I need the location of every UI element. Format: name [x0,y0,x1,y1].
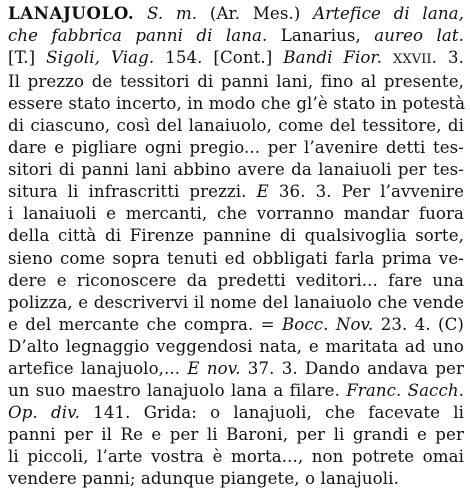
entry-text: un suo maestro lanajuolo lana a filare. [8,380,347,400]
italic-text: Bandi Fior. [283,48,383,68]
entry-line [8,137,464,159]
entry-line [8,115,464,137]
entry-text: 154. [Cont.] [154,48,284,68]
entry-text: 36. 3. Per l’avvenire [268,182,464,202]
entry-text: li piccoli, l’arte vostra è morta..., non potrete omai [8,446,464,466]
entry-line [8,159,464,181]
italic-text: Franc. Sacch. [346,380,465,400]
entry-line [8,292,464,314]
entry-line [8,181,464,203]
italic-text: aureo lat. [374,26,464,46]
entry-line [8,203,464,225]
entry-text: 141. Grida: o lanajuoli, che facevate li [80,402,465,422]
entry-line [8,336,464,358]
entry-text: Il prezzo de tessitori di panni lani, fino al presente, [8,72,464,92]
entry-text: di ciascuno, così del lanaiuolo, come del tessitore, di [8,116,464,136]
entry-line [8,446,464,468]
entry-line [8,402,464,424]
entry-line [8,270,464,292]
entry-text: artefice lanajuolo,... [8,358,188,378]
entry-line [8,25,464,47]
entry-line [8,468,464,490]
entry-text: [T.] [8,48,47,68]
entry-text: sieno come sopra tenuti ed obbligati farla prima ve- [8,248,464,268]
entry-line [8,380,464,402]
headword: LANAJUOLO. [8,3,135,23]
entry-text: della città di Firenze pannine di qualsivoglia sorte, [8,226,464,246]
entry-line [8,248,464,270]
entry-line [8,225,464,247]
entry-line [8,424,464,446]
small-caps-text: XXVII [393,52,432,68]
entry-text: dere e riconoscere da predetti veditori... fare una [8,270,464,290]
entry-text: essere stato incerto, in modo che gl’è stato in potestà [8,94,466,114]
italic-text: Op. div. [8,402,80,422]
entry-text: vendere panni; adunque piangete, o lanajuoli. [8,468,399,488]
entry-text [134,4,147,23]
italic-text: E [256,182,269,202]
entry-text: situra li infrascritti prezzi. [8,182,257,202]
entry-line [8,93,464,115]
italic-text: S. m. [147,4,198,23]
entry-line [8,2,464,25]
entry-text: polizza, e descrivervi il nome del lanaiuolo che vende [8,292,464,312]
entry-text: i lanaiuoli e mercanti, che vorranno mandar fuora [8,204,464,224]
entry-text: 37. 3. Dando andava per [240,358,464,378]
entry-text: panni per il Re e per li Baroni, per li grandi e per [8,424,464,444]
entry-text: . 3. [431,48,464,68]
entry-text: dare e pigliare ogni pregio... per l’avenire detti tes- [8,138,464,158]
entry-line [8,71,464,93]
italic-text: Bocc. Nov. [281,314,374,334]
entry-text: Lanarius, [267,26,375,46]
entry-text: (Ar. Mes.) [197,4,314,23]
entry-text: e del mercante che compra. = [8,314,282,334]
italic-text: Artefice di lana, [313,4,464,23]
entry-text: 23. 4. (C) [373,314,464,334]
entry-line [8,358,464,380]
entry-text [382,48,393,67]
entry-text: D’alto legnaggio veggendosi nata, e maritata ad uno [8,336,464,356]
italic-text: che fabbrica panni di lana. [8,26,268,46]
italic-text: E nov. [187,358,241,378]
entry-text: sitori di panni lani abbino avere da lanaiuoli per tes- [8,160,464,180]
italic-text: Sigoli, Viag. [46,48,155,68]
dictionary-entry [8,2,464,490]
entry-line [8,314,464,336]
entry-line [8,47,464,71]
